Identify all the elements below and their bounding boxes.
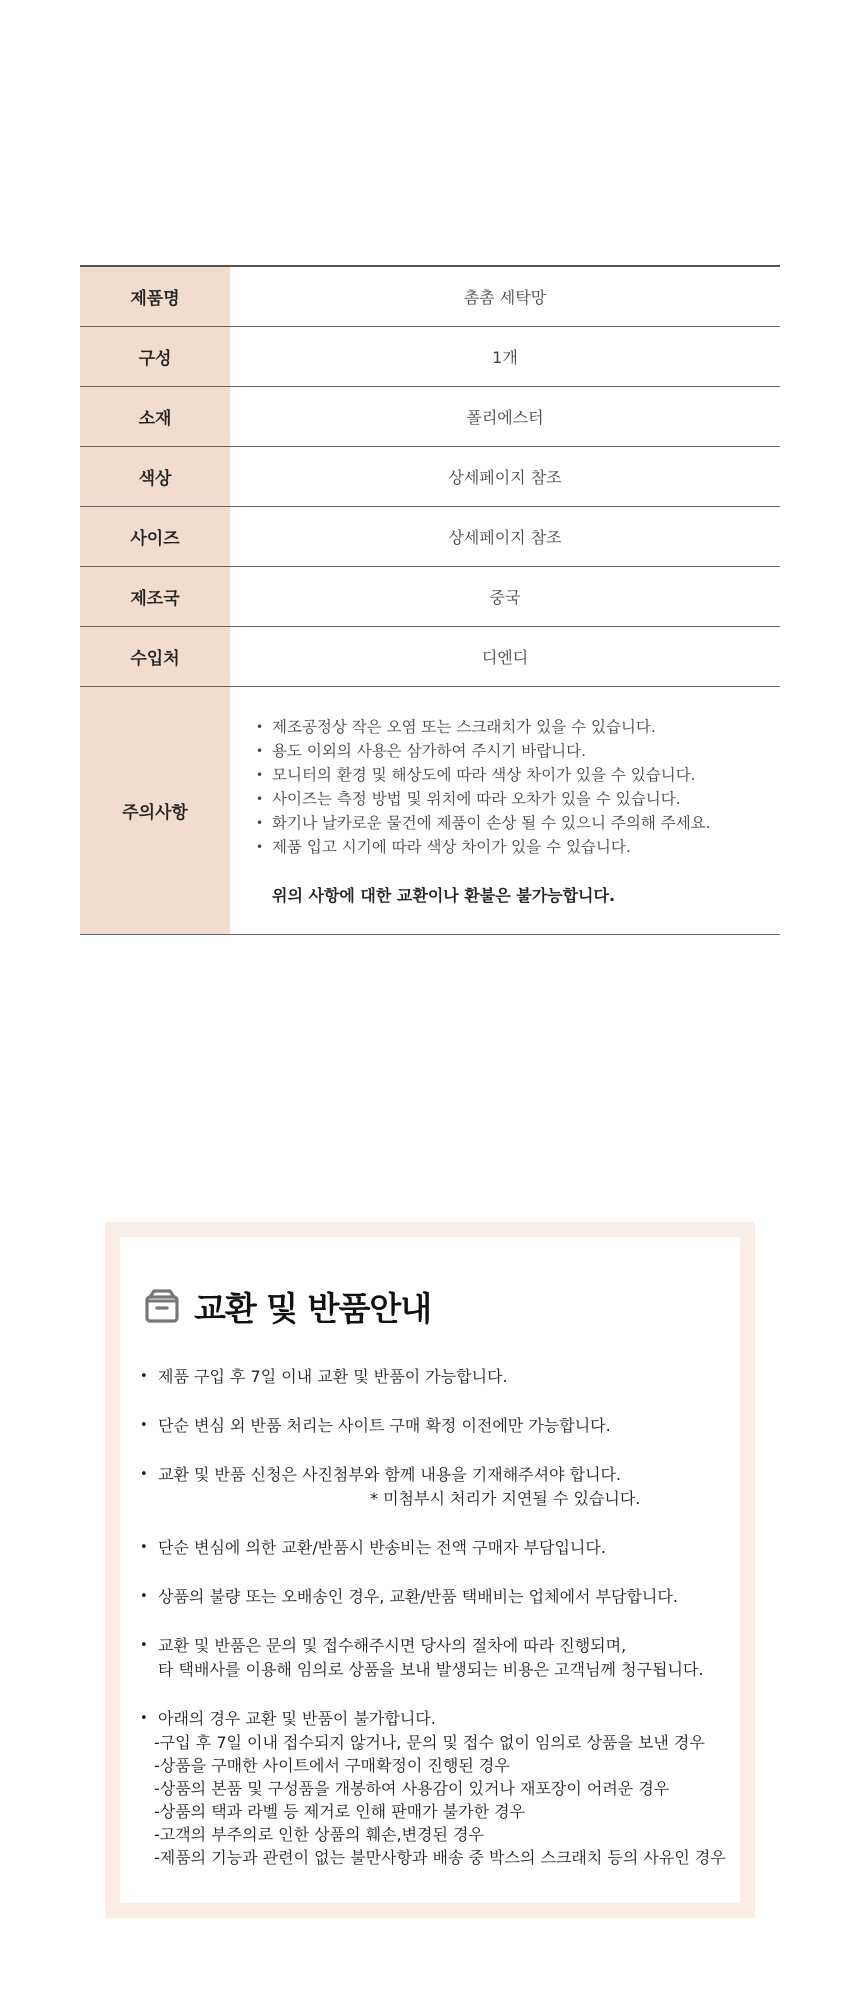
return-info-frame (105, 1222, 755, 1918)
spec-row-color (80, 446, 780, 506)
caution-item: • 모니터의 환경 및 해상도에 따라 색상 차이가 있을 수 있습니다. (254, 763, 780, 787)
return-info-title: 교환 및 반품안내 (194, 1288, 432, 1328)
return-policy-text: • 상품의 불량 또는 오배송인 경우, 교환/반품 택배비는 업체에서 부담합니다. (158, 1587, 678, 1606)
caution-item: • 제품 입고 시기에 따라 색상 차이가 있을 수 있습니다. (254, 835, 780, 859)
spec-row-size (80, 506, 780, 566)
return-policy-item (138, 1634, 738, 1682)
return-policy-item (138, 1414, 738, 1438)
caution-item: • 화기나 날카로운 물건에 제품이 손상 될 수 있으니 주의해 주세요. (254, 811, 780, 835)
box-icon (142, 1286, 182, 1326)
caution-item: • 사이즈는 측정 방법 및 위치에 따라 오차가 있을 수 있습니다. (254, 787, 780, 811)
spec-label: 구성 (80, 326, 230, 386)
return-policy-text: • 제품 구입 후 7일 이내 교환 및 반품이 가능합니다. (158, 1367, 508, 1386)
return-exception-item: -구입 후 7일 이내 접수되지 않거나, 문의 및 접수 없이 임의로 상품을 보낸 경우 (154, 1733, 705, 1752)
return-exception-item: -상품을 구매한 사이트에서 구매확정이 진행된 경우 (154, 1756, 510, 1775)
spec-label: 사이즈 (80, 506, 230, 566)
spec-label: 제품명 (80, 266, 230, 326)
return-info-panel (120, 1237, 740, 1903)
spec-row-composition (80, 326, 780, 386)
return-policy-item (138, 1585, 738, 1609)
product-spec-table (80, 265, 780, 935)
return-policy-item (138, 1463, 738, 1511)
return-policy-continuation: 타 택배사를 이용해 임의로 상품을 보내 발생되는 비용은 고객님께 청구됩니다. (158, 1660, 704, 1679)
spec-row-caution (80, 686, 780, 934)
return-policy-item (138, 1536, 738, 1560)
return-exception-item: -제품의 기능과 관련이 없는 불만사항과 배송 중 박스의 스크래치 등의 사유인 경우 (154, 1848, 726, 1867)
return-policy-text: • 교환 및 반품은 문의 및 접수해주시면 당사의 절차에 따라 진행되며, (158, 1636, 627, 1655)
spec-row-origin (80, 566, 780, 626)
caution-item: • 용도 이외의 사용은 삼가하여 주시기 바랍니다. (254, 739, 780, 763)
spec-label: 소재 (80, 386, 230, 446)
return-policy-item (138, 1365, 738, 1389)
spec-row-name (80, 266, 780, 326)
spec-value: 상세페이지 참조 (230, 506, 780, 566)
return-exception-item: -상품의 택과 라벨 등 제거로 인해 판매가 불가한 경우 (154, 1802, 526, 1821)
return-exception-item: -상품의 본품 및 구성품을 개봉하여 사용감이 있거나 재포장이 어려운 경우 (154, 1779, 670, 1798)
caution-list (254, 715, 780, 859)
return-policy-note: * 미첨부시 처리가 지연될 수 있습니다. (370, 1489, 641, 1508)
return-policy-list (138, 1365, 738, 1894)
caution-item: • 제조공정상 작은 오염 또는 스크래치가 있을 수 있습니다. (254, 715, 780, 739)
return-exception-list (154, 1731, 738, 1869)
spec-value: 폴리에스터 (230, 386, 780, 446)
spec-row-importer (80, 626, 780, 686)
return-policy-text: • 단순 변심에 의한 교환/반품시 반송비는 전액 구매자 부담입니다. (158, 1538, 606, 1557)
spec-value: 촘촘 세탁망 (230, 266, 780, 326)
spec-row-material (80, 386, 780, 446)
return-info-header (142, 1281, 431, 1331)
spec-label: 주의사항 (80, 686, 230, 934)
caution-footer-note: 위의 사항에 대한 교환이나 환불은 불가능합니다. (272, 885, 616, 905)
spec-value: 중국 (230, 566, 780, 626)
return-policy-text: • 아래의 경우 교환 및 반품이 불가합니다. (158, 1709, 436, 1728)
caution-content (230, 686, 780, 934)
spec-label: 수입처 (80, 626, 230, 686)
spec-value: 상세페이지 참조 (230, 446, 780, 506)
spec-value: 1개 (230, 326, 780, 386)
return-exception-item: -고객의 부주의로 인한 상품의 훼손,변경된 경우 (154, 1825, 484, 1844)
spec-value: 디엔디 (230, 626, 780, 686)
return-policy-text: • 단순 변심 외 반품 처리는 사이트 구매 확정 이전에만 가능합니다. (158, 1416, 611, 1435)
spec-label: 색상 (80, 446, 230, 506)
return-policy-text: • 교환 및 반품 신청은 사진첨부와 함께 내용을 기재해주셔야 합니다. (158, 1465, 622, 1484)
spec-label: 제조국 (80, 566, 230, 626)
return-policy-item (138, 1707, 738, 1869)
